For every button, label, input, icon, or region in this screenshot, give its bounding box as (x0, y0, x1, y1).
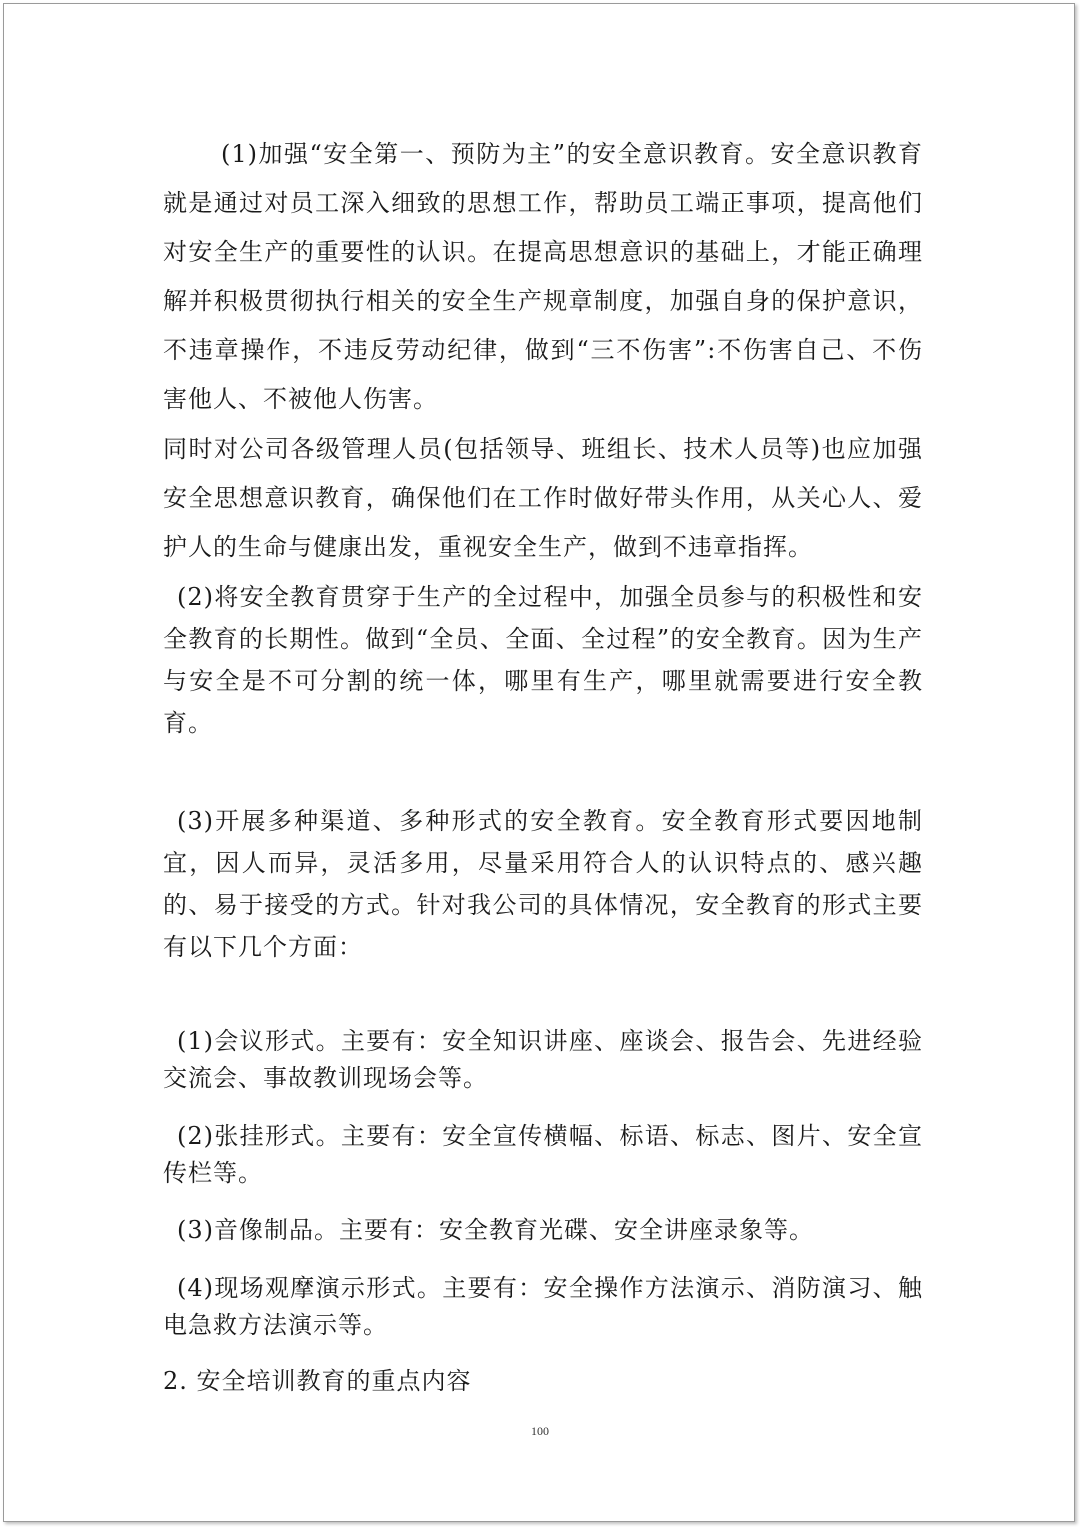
list-item-posting-form: (2)张挂形式。主要有：安全宣传横幅、标语、标志、图片、安全宣传栏等。 (163, 1122, 923, 1187)
section-heading: 2. 安全培训教育的重点内容 (163, 1367, 472, 1395)
paragraph-managers-education: 同时对公司各级管理人员(包括领导、班组长、技术人员等)也应加强安全思想意识教育，确保他们在工作时做好带头作用，从关心人、爱护人的生命与健康出发，重视安全生产，做到不违章指挥。 (163, 435, 923, 561)
list-item-meeting-form: (1)会议形式。主要有：安全知识讲座、座谈会、报告会、先进经验交流会、事故教训现场会等。 (163, 1027, 923, 1092)
paragraph-safety-awareness: (1)加强“安全第一、预防为主”的安全意识教育。安全意识教育就是通过对员工深入细致的思想工作，帮助员工端正事项，提高他们对安全生产的重要性的认识。在提高思想意识的基础上，才能正确理解并积极贯彻执行相关的安全生产规章制度，加强自身的保护意识，不违章操作，不违反劳动纪律，做到“三不伤害”:不伤害自己、不伤害他人、不被他人伤害。 (163, 140, 923, 413)
paragraph-multiple-forms: (3)开展多种渠道、多种形式的安全教育。安全教育形式要因地制宜，因人而异，灵活多用，尽量采用符合人的认识特点的、感兴趣的、易于接受的方式。针对我公司的具体情况，安全教育的形式主要有以下几个方面： (163, 807, 923, 961)
list-item-onsite-demo: (4)现场观摩演示形式。主要有：安全操作方法演示、消防演习、触电急救方法演示等。 (163, 1274, 923, 1339)
list-item-audio-video: (3)音像制品。主要有：安全教育光碟、安全讲座录象等。 (177, 1216, 814, 1244)
document-body (163, 130, 923, 1400)
page-number: 100 (531, 1424, 549, 1438)
paragraph-whole-process: (2)将安全教育贯穿于生产的全过程中，加强全员参与的积极性和安全教育的长期性。做到“全员、全面、全过程”的安全教育。因为生产与安全是不可分割的统一体，哪里有生产，哪里就需要进行安全教育。 (163, 583, 923, 737)
